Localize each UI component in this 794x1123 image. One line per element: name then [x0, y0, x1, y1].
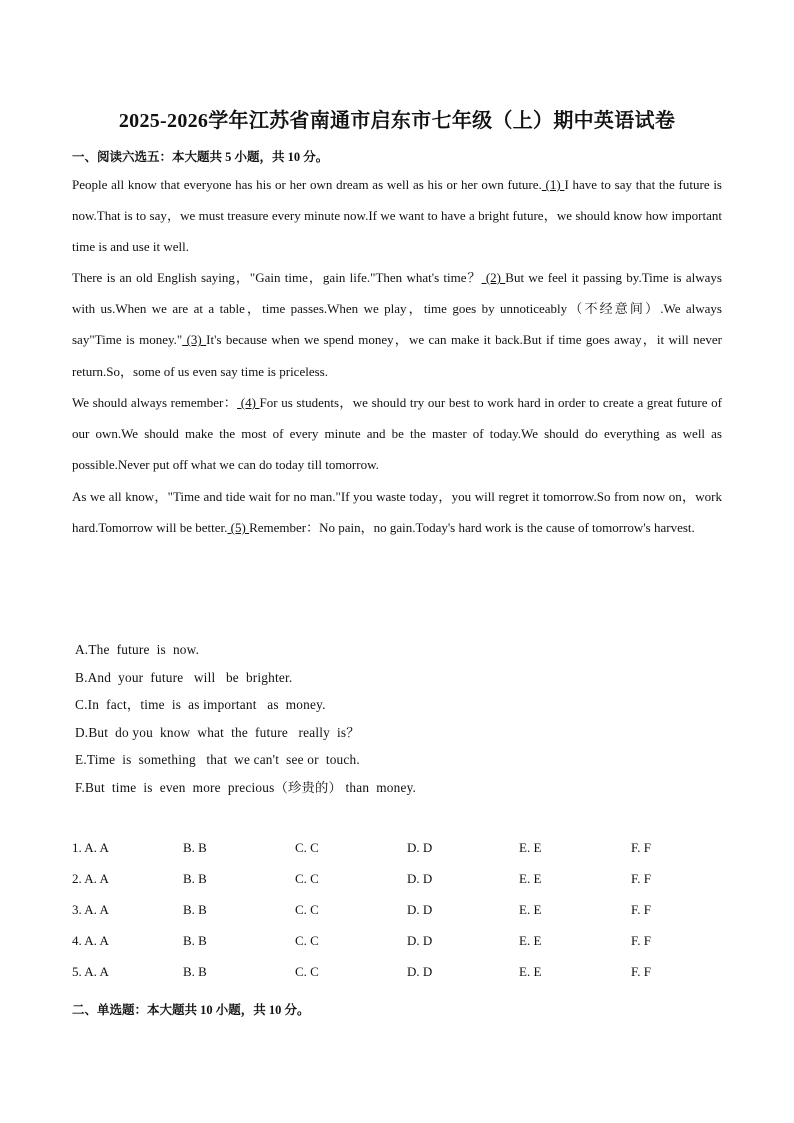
- passage-text: Remember：No pain，no gain.Today's hard work is the cause of tomorrow's harvest.: [249, 520, 695, 536]
- option-b: B.And your future will be brighter.: [75, 669, 293, 685]
- blank-1: (1): [541, 177, 565, 192]
- choice-b[interactable]: B. B: [183, 964, 207, 979]
- choice-f[interactable]: F. F: [631, 933, 651, 948]
- passage-text: But we feel it passing by.Time is always with us.When we are at a table，time passes.When we play，time goes by unnoticeably（不经意间）.We always say"Time is money.": [72, 270, 722, 348]
- answer-row-2: [72, 871, 732, 902]
- answer-row-5: [72, 964, 732, 995]
- option-e: E.Time is something that we can't see or touch.: [75, 752, 360, 768]
- choice-f[interactable]: F. F: [631, 964, 651, 979]
- choice-f[interactable]: F. F: [631, 902, 651, 917]
- choice-a[interactable]: 4. A. A: [72, 933, 109, 948]
- passage-text: People all know that everyone has his or her own dream as well as his or her own future.: [72, 177, 542, 192]
- passage-text: As we all know，"Time and tide wait for no man."If you waste today，you will regret it tomorrow.So from now on，work hard.Tomorrow will be better.: [72, 489, 722, 536]
- choice-d[interactable]: D. D: [407, 933, 433, 948]
- choice-a[interactable]: 1. A. A: [72, 840, 109, 855]
- choice-e[interactable]: E. E: [519, 902, 542, 917]
- passage-paragraph-3: [72, 387, 722, 481]
- passage-text: We should always remember：: [72, 395, 238, 410]
- choice-c[interactable]: C. C: [295, 964, 319, 979]
- section-heading-reading: 一、阅读六选五：本大题共 5 小题，共 10 分。: [72, 150, 329, 164]
- passage-text: There is an old English saying，"Gain time，gain life."Then what's time？: [72, 270, 482, 285]
- passage-text: It's because when we spend money，we can make it back.But if time goes away，it will never return.So，some of us even say time is priceless.: [72, 332, 722, 379]
- choice-d[interactable]: D. D: [407, 964, 433, 979]
- option-a: A.The future is now.: [75, 642, 200, 657]
- choice-d[interactable]: D. D: [407, 871, 433, 886]
- choice-a[interactable]: 3. A. A: [72, 902, 109, 917]
- answer-choices: [72, 840, 732, 995]
- passage-paragraph-2: [72, 262, 722, 387]
- choice-b[interactable]: B. B: [183, 871, 207, 886]
- blank-2: (2): [481, 270, 506, 285]
- option-c: C.In fact，time is as important as money.: [75, 697, 326, 713]
- option-d: D.But do you know what the future really is？: [75, 724, 360, 740]
- passage-paragraph-1: [72, 169, 722, 263]
- blank-3: (3): [182, 332, 207, 348]
- choice-a[interactable]: 5. A. A: [72, 964, 109, 979]
- answer-row-3: [72, 902, 732, 933]
- choice-b[interactable]: B. B: [183, 902, 207, 917]
- choice-b[interactable]: B. B: [183, 933, 207, 948]
- choice-f[interactable]: F. F: [631, 840, 651, 855]
- blank-4: (4): [237, 395, 260, 410]
- passage-text: I have to say that the future is now.That is to say，we must treasure every minute now.If we want to have a bright future，we should know how important time is and use it well.: [72, 177, 722, 255]
- choice-c[interactable]: C. C: [295, 933, 319, 948]
- choice-a[interactable]: 2. A. A: [72, 871, 109, 886]
- choice-e[interactable]: E. E: [519, 933, 542, 948]
- choice-e[interactable]: E. E: [519, 840, 542, 855]
- choice-e[interactable]: E. E: [519, 871, 542, 886]
- choice-c[interactable]: C. C: [295, 902, 319, 917]
- choice-f[interactable]: F. F: [631, 871, 651, 886]
- option-list: [75, 636, 416, 802]
- choice-d[interactable]: D. D: [407, 840, 433, 855]
- choice-d[interactable]: D. D: [407, 902, 433, 917]
- passage-paragraph-4: [72, 481, 722, 543]
- answer-row-1: [72, 840, 732, 871]
- choice-b[interactable]: B. B: [183, 840, 207, 855]
- blank-5: (5): [227, 520, 250, 536]
- choice-e[interactable]: E. E: [519, 964, 542, 979]
- page-title: 2025-2026学年江苏省南通市启东市七年级（上）期中英语试卷: [118, 110, 676, 132]
- answer-row-4: [72, 933, 732, 964]
- option-f: F.But time is even more precious（珍贵的） than money.: [75, 779, 417, 795]
- choice-c[interactable]: C. C: [295, 840, 319, 855]
- passage-text: For us students，we should try our best to work hard in order to create a great future of our own.We should make the most of every minute and be the master of today.We should do everything as well as possible.Never put off what we can do today till tomorrow.: [72, 395, 722, 473]
- choice-c[interactable]: C. C: [295, 871, 319, 886]
- section-heading-single-choice: 二、单选题：本大题共 10 小题，共 10 分。: [72, 1003, 310, 1017]
